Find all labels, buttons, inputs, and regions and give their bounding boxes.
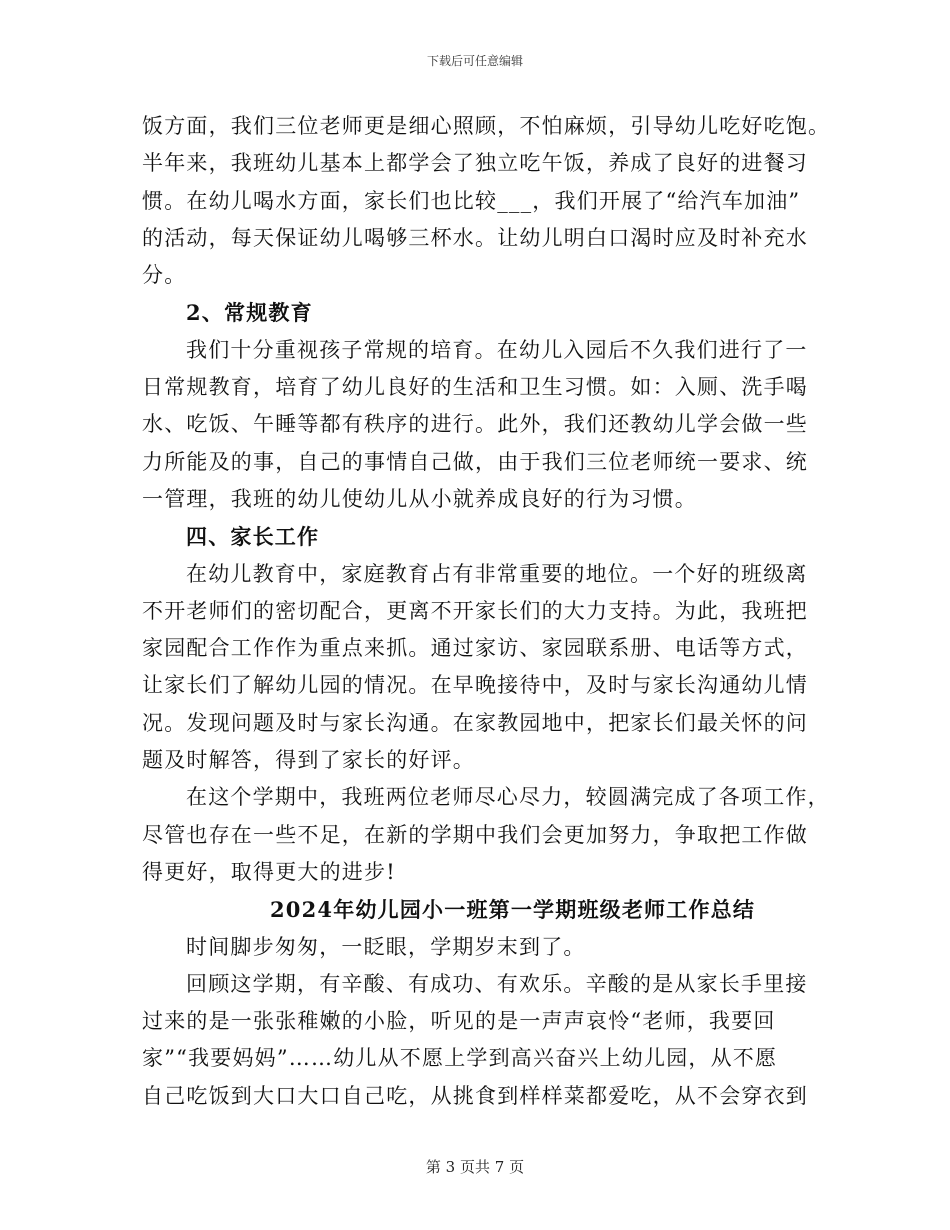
text-line: 回顾这学期，有辛酸、有成功、有欢乐。辛酸的是从家长手里接 [186, 971, 808, 996]
text-line: 半年来，我班幼儿基本上都学会了独立吃午饭，养成了良好的进餐习 [142, 151, 808, 176]
text-line: 自己吃饭到大口大口自己吃，从挑食到样样菜都爱吃，从不会穿衣到 [142, 1083, 808, 1108]
section-heading: 四、家长工作 [186, 524, 320, 550]
text-line: 家园配合工作作为重点来抓。通过家访、家园联系册、电话等方式， [142, 636, 808, 661]
text-line: 过来的是一张张稚嫩的小脸，听见的是一声声哀怜“老师，我要回 [142, 1009, 776, 1034]
text-line: 的活动，每天保证幼儿喝够三杯水。让幼儿明白口渴时应及时补充水 [142, 225, 808, 250]
text-line: 况。发现问题及时与家长沟通。在家教园地中，把家长们最关怀的问 [142, 710, 808, 735]
page-header: 下载后可任意编辑 [426, 54, 523, 68]
text-line: 饭方面，我们三位老师更是细心照顾，不怕麻烦，引导幼儿吃好吃饱。 [142, 114, 831, 138]
text-line: 不开老师们的密切配合，更离不开家长们的大力支持。为此，我班把 [142, 598, 808, 623]
text-line: 在这个学期中，我班两位老师尽心尽力，较圆满完成了各项工作， [186, 785, 830, 810]
text-line: 得更好，取得更大的进步! [142, 859, 396, 884]
text-line: 尽管也存在一些不足，在新的学期中我们会更加努力，争取把工作做 [142, 822, 808, 847]
text-line: 日常规教育，培育了幼儿良好的生活和卫生习惯。如：入厕、洗手喝 [142, 375, 808, 400]
text-line: 水、吃饭、午睡等都有秩序的进行。此外，我们还教幼儿学会做一些 [142, 412, 808, 437]
text-line: 家”“我要妈妈”……幼儿从不愿上学到高兴奋兴上幼儿园，从不愿 [142, 1046, 778, 1071]
text-line: 让家长们了解幼儿园的情况。在早晚接待中，及时与家长沟通幼儿情 [142, 673, 808, 698]
text-line: 力所能及的事，自己的事情自己做，由于我们三位老师统一要求、统 [142, 449, 808, 474]
document-title: 2024年幼儿园小一班第一学期班级老师工作总结 [270, 897, 756, 923]
text-line: 时间脚步匆匆，一眨眼，学期岁末到了。 [186, 934, 586, 959]
text-line: 题及时解答，得到了家长的好评。 [142, 748, 475, 773]
section-heading: 2、常规教育 [186, 300, 313, 326]
text-line: 我们十分重视孩子常规的培育。在幼儿入园后不久我们进行了一 [186, 337, 808, 362]
text-line: 惯。在幼儿喝水方面，家长们也比较___，我们开展了“给汽车加油” [142, 188, 801, 213]
document-body [142, 108, 831, 1115]
text-line: 分。 [142, 263, 187, 288]
page-footer: 第 3 页共 7 页 [425, 1158, 525, 1176]
text-line: 一管理，我班的幼儿使幼儿从小就养成良好的行为习惯。 [142, 486, 697, 511]
text-line: 在幼儿教育中，家庭教育占有非常重要的地位。一个好的班级离 [186, 561, 808, 586]
